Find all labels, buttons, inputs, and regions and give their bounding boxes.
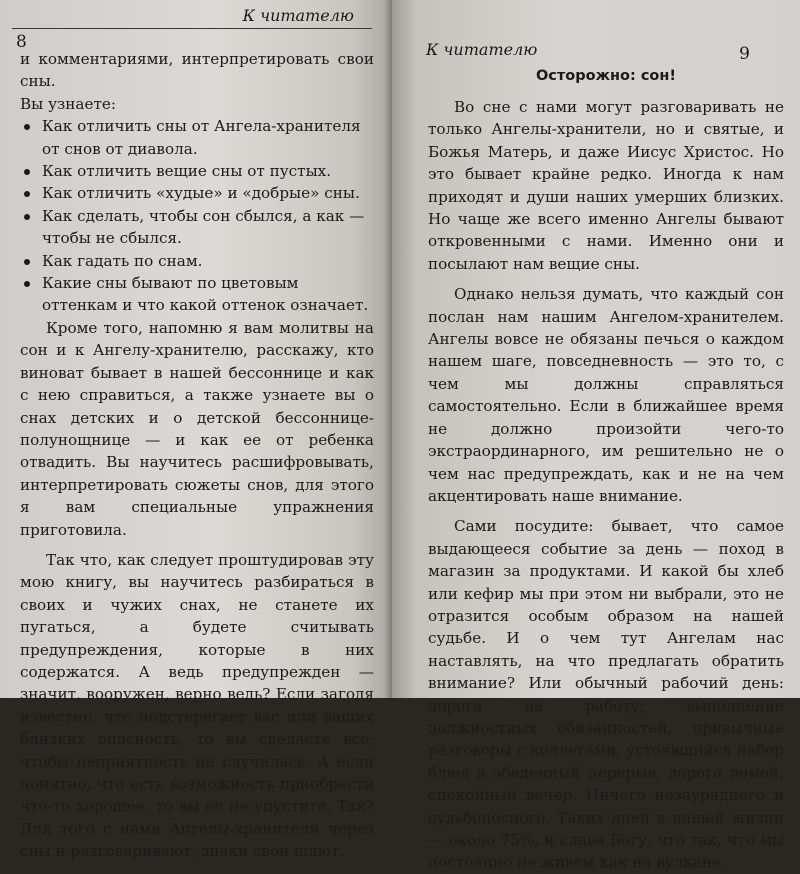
bullet-dot-icon (24, 214, 30, 220)
paragraph: Так что, как следует проштудировав эту мою книгу, вы научитесь разбираться в своих и чужих снах, не станете их пугаться, а будете считывать предупреждения, которые в них содержатся. А ведь предупрежден — значит, вооружен, верно ведь? Если загодя известно, что подстерегает вас или ваших близких опасность, то вы сделаете все, чтобы неприятность не случилась. А если понятно, что есть возможность приобрести что-то хорошее, то вы ее не упустите. Так? Для того с нами Ангелы-хранители через сны и разговаривают, знаки свои шлют. (20, 550, 374, 861)
intro-line: и комментариями, интерпретировать свои сны. (20, 50, 374, 91)
bullet-dot-icon (24, 169, 30, 175)
bullet-item (20, 272, 374, 317)
bullet-text: Как сделать, чтобы сон сбылся, а как — чтобы не сбылся. (42, 206, 365, 248)
paragraph: Кроме того, напомню я вам молитвы на сон и к Ангелу-хранителю, расскажу, кто виноват бывает в нашей бессоннице и как с нею справиться, а также узнаете вы о снах детских и о детской бессоннице-полунощнице — и как ее от ребенка отвадить. Вы научитесь расшифровывать, интерпретировать сюжеты снов, для этого я вам специальные упражнения приготовила. (20, 318, 374, 539)
bullet-item (20, 205, 374, 250)
paragraph: Однако нельзя думать, что каждый сон послан нам нашим Ангелом-хранителем. Ангелы вовсе не обязаны печься о каждом нашем шаге, повседневность — это то, с чем мы должны справляться самостоятельно. Если в ближайшее время не должно произойти чего-то экстраординарного, им решительно не о чем нас предупреждать, как и не на чем акцентировать наше внимание. (428, 285, 784, 505)
bullet-item (20, 250, 374, 272)
section-title: Осторожно: сон! (535, 68, 677, 84)
bullet-text: Как отличить сны от Ангела-хранителя от снов от диавола. (42, 117, 361, 158)
bullet-text: Как гадать по снам. (42, 251, 203, 270)
bullet-item (20, 115, 374, 160)
bullet-list (20, 115, 374, 317)
paragraph: Во сне с нами могут разговаривать не только Ангелы-хранители, но и святые, и Божья Матерь, и даже Иисус Христос. Но это бывает крайне редко. Иногда к нам приходят и души наших умерших близких. Но чаще же всего именно Ангелы бывают откровенными с нами. Именно они и посылают нам вещие сны. (428, 98, 784, 273)
bullet-text: Как отличить вещие сны от пустых. (42, 162, 332, 181)
running-head-rule (12, 28, 372, 29)
running-head-right: К читателю (426, 40, 538, 59)
bullet-dot-icon (24, 281, 30, 287)
bullet-text: Какие сны бывают по цветовым оттенкам и что какой оттенок означает. (42, 274, 369, 315)
bullet-dot-icon (24, 191, 30, 197)
left-page (0, 0, 392, 861)
right-page-body (428, 66, 784, 874)
running-head-left: К читателю (242, 6, 354, 25)
intro-line: Вы узнаете: (20, 94, 116, 113)
right-page (392, 0, 800, 872)
left-page-body (20, 48, 374, 863)
bullet-item (20, 182, 374, 204)
bullet-item (20, 160, 374, 182)
bullet-dot-icon (24, 259, 30, 265)
bullet-dot-icon (24, 124, 30, 130)
page-number-left: 8 (16, 32, 27, 52)
bullet-text: Как отличить «худые» и «добрые» сны. (42, 184, 360, 203)
paragraph: Сами посудите: бывает, что самое выдающееся событие за день — поход в магазин за продуктами. И какой бы хлеб или кефир мы при этом ни выбрали, это не отразится особым образом на нашей судьбе. И о чем тут Ангелам нас наставлять, на что предлагать обратить внимание? Или обычный рабочий день: дорога на работу, выполнение должностных обязанностей, привычные разговоры с коллегами, устоявшийся набор блюд в обеденный перерыв, дорога домой, спокойный вечер. Ничего незаурядного и судьбоносного. Таких дней в нашей жизни — около 75%, и слава Богу, что так, что мы постоянно не живем как на вулкане. (428, 517, 784, 872)
page-number-right: 9 (739, 44, 750, 64)
